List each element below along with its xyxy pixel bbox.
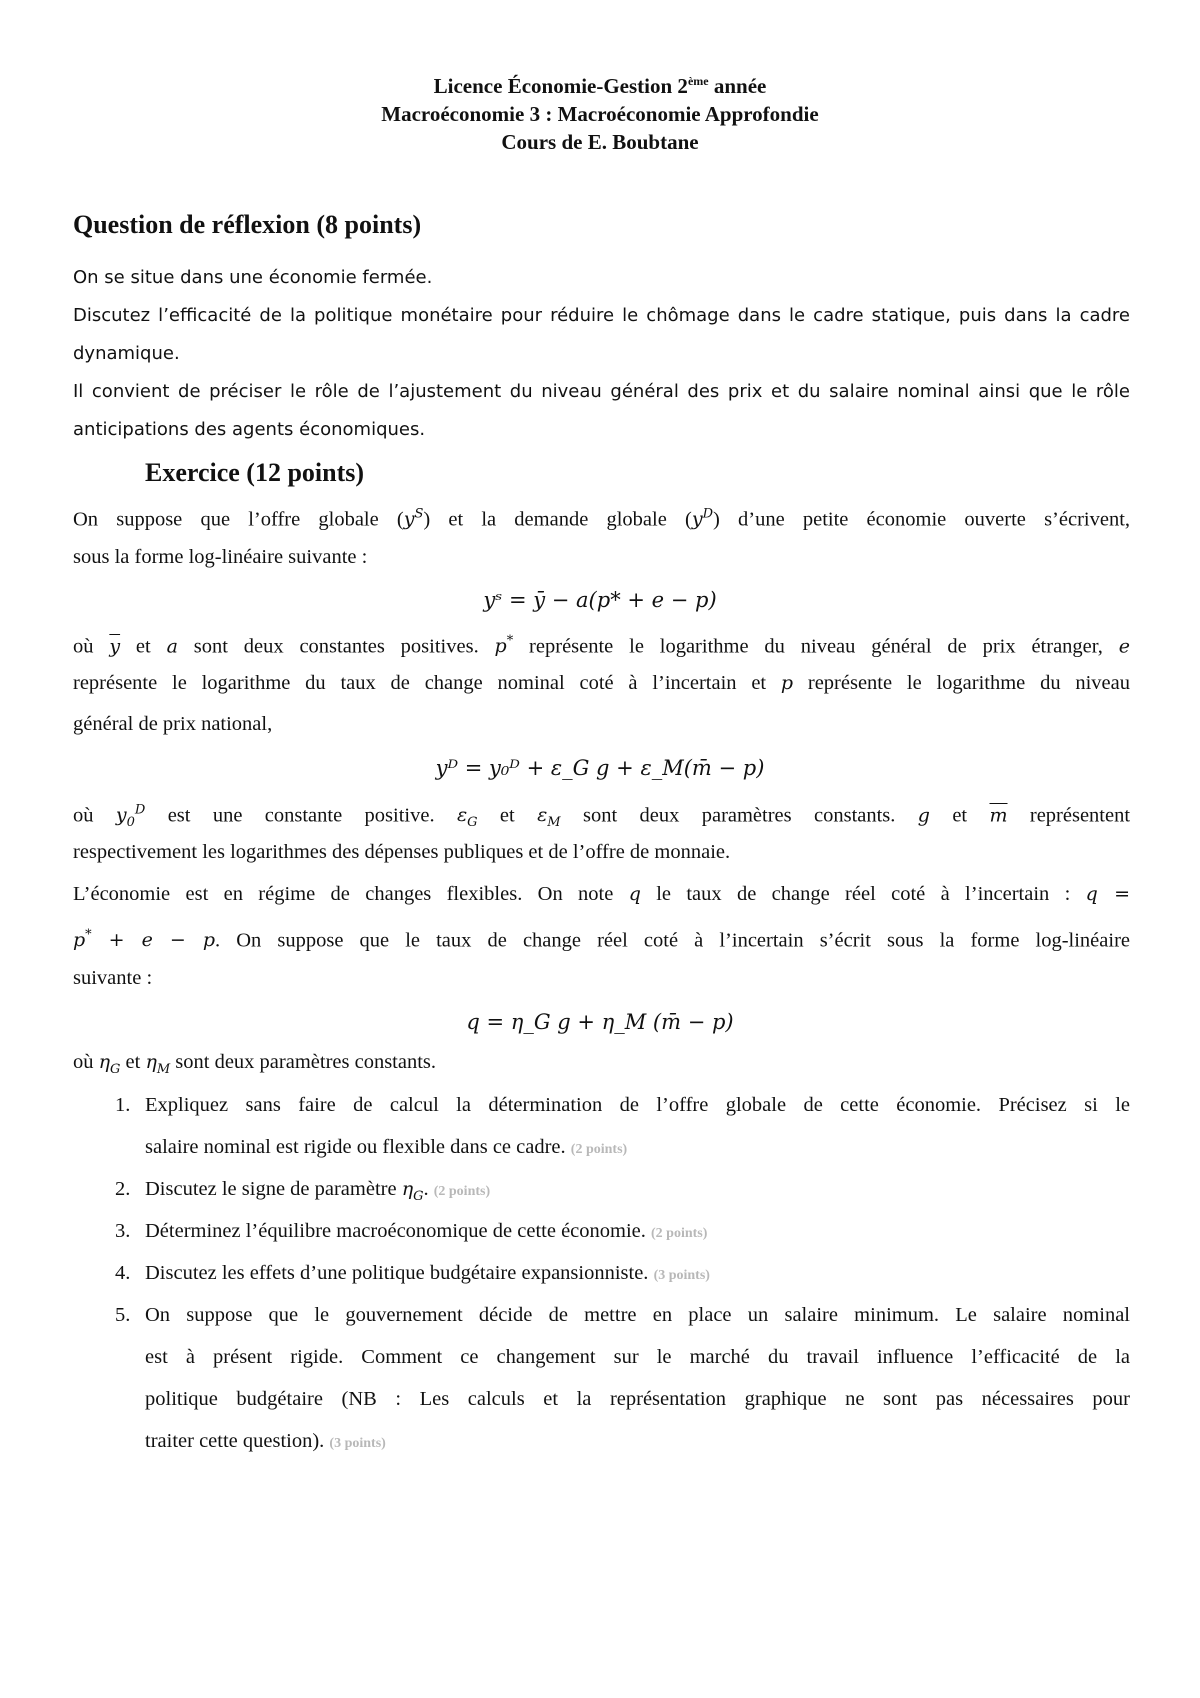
exercise-intro-line-2: sous la forme log-linéaire suivante : bbox=[73, 546, 368, 568]
exercise-where-2-line-2: respectivement les logarithmes des dépenses publiques et de l’offre de monnaie. bbox=[73, 841, 731, 863]
exercise-where-2-line-1: où $y_0^D$ est une constante positive. $\varepsilon_G$ et $\varepsilon_M$ sont deux paramètres constants. g et $\overline{m}$ représentent bbox=[73, 803, 1131, 831]
exercise-exchange-line-3: suivante : bbox=[73, 967, 153, 989]
exercise-where-1-line-3: général de prix national, bbox=[73, 713, 273, 735]
item-4-points: (3 points) bbox=[653, 1268, 710, 1283]
question-para-2-line-2: dynamique. bbox=[73, 343, 180, 364]
item-5-line-1: On suppose que le gouvernement décide de mettre en place un salaire minimum. Le salaire nominal bbox=[145, 1304, 1130, 1326]
item-3-line-1: Déterminez l’équilibre macroéconomique de cette économie. (2 points) bbox=[145, 1220, 708, 1242]
item-2-line-1: Discutez le signe de paramètre $\eta_G$. (2 points) bbox=[145, 1178, 491, 1204]
equation-real-exchange-rate: q = η_G g + η_M (m̄ − p) bbox=[466, 1010, 734, 1034]
question-title: Question de réflexion (8 points) bbox=[73, 210, 422, 239]
header-degree: Licence Économie-Gestion 2 bbox=[433, 74, 688, 98]
item-2-points: (2 points) bbox=[433, 1184, 491, 1199]
question-para-2-line-1: Discutez l’efficacité de la politique monétaire pour réduire le chômage dans le cadre statique, puis dans la cadre bbox=[73, 305, 1130, 326]
exercise-title: Exercice (12 points) bbox=[145, 458, 365, 487]
item-3-number: 3. bbox=[115, 1220, 131, 1242]
exercise-where-3: où $\eta_G$ et $\eta_M$ sont deux paramètres constants. bbox=[73, 1051, 437, 1077]
equation-aggregate-supply: yˢ = ȳ − a(p* + e − p) bbox=[483, 588, 717, 612]
exercise-where-1-line-2: représente le logarithme du taux de change nominal coté à l’incertain et p représente le logarithme du niveau bbox=[73, 672, 1130, 694]
header-line-2: Macroéconomie 3 : Macroéconomie Approfondie bbox=[381, 102, 819, 126]
item-4-line-1: Discutez les effets d’une politique budgétaire expansionniste. (3 points) bbox=[145, 1262, 710, 1284]
item-4-number: 4. bbox=[115, 1262, 131, 1284]
header-superscript: ème bbox=[687, 74, 709, 88]
exercise-exchange-line-2: p* + e − p. On suppose que le taux de change réel coté à l’incertain s’écrit sous la forme log-linéaire bbox=[73, 928, 1130, 952]
question-para-1: On se situe dans une économie fermée. bbox=[73, 267, 433, 288]
header-line-3: Cours de E. Boubtane bbox=[501, 130, 699, 154]
item-5-number: 5. bbox=[115, 1304, 131, 1326]
header-year: année bbox=[708, 74, 767, 98]
item-5-line-2: est à présent rigide. Comment ce changement sur le marché du travail influence l’efficacité de la bbox=[145, 1346, 1130, 1368]
item-1-number: 1. bbox=[115, 1094, 131, 1116]
question-para-3-line-1: Il convient de préciser le rôle de l’ajustement du niveau général des prix et du salaire nominal ainsi que le rôle bbox=[73, 381, 1130, 402]
item-1-line-1: Expliquez sans faire de calcul la détermination de l’offre globale de cette économie. Précisez si le bbox=[145, 1094, 1130, 1116]
exercise-where-1-line-1: où $\overline{y}$ et a sont deux constantes positives. p* représente le logarithme du niveau général de prix étranger, e bbox=[73, 634, 1131, 658]
item-1-points: (2 points) bbox=[570, 1142, 628, 1157]
header-line-1 bbox=[0, 74, 1200, 99]
exercise-intro-line-1: On suppose que l’offre globale $(y^S)$ et la demande globale $(y^D)$ d’une petite économie ouverte s’écrivent, bbox=[73, 507, 1131, 531]
equation-aggregate-demand: yᴰ = y₀ᴰ + ε_G g + ε_M(m̄ − p) bbox=[435, 756, 765, 780]
question-para-3-line-2: anticipations des agents économiques. bbox=[73, 419, 426, 440]
item-5-line-4: traiter cette question). (3 points) bbox=[145, 1430, 386, 1452]
item-5-points: (3 points) bbox=[329, 1436, 386, 1451]
exercise-exchange-line-1: L’économie est en régime de changes flexibles. On note q le taux de change réel coté à l’incertain : q = bbox=[73, 883, 1130, 905]
item-2-number: 2. bbox=[115, 1178, 131, 1200]
item-5-line-3: politique budgétaire (NB : Les calculs et la représentation graphique ne sont pas nécessaires pour bbox=[145, 1388, 1130, 1410]
item-3-points: (2 points) bbox=[651, 1226, 708, 1241]
item-1-line-2: salaire nominal est rigide ou flexible dans ce cadre. (2 points) bbox=[145, 1136, 628, 1158]
